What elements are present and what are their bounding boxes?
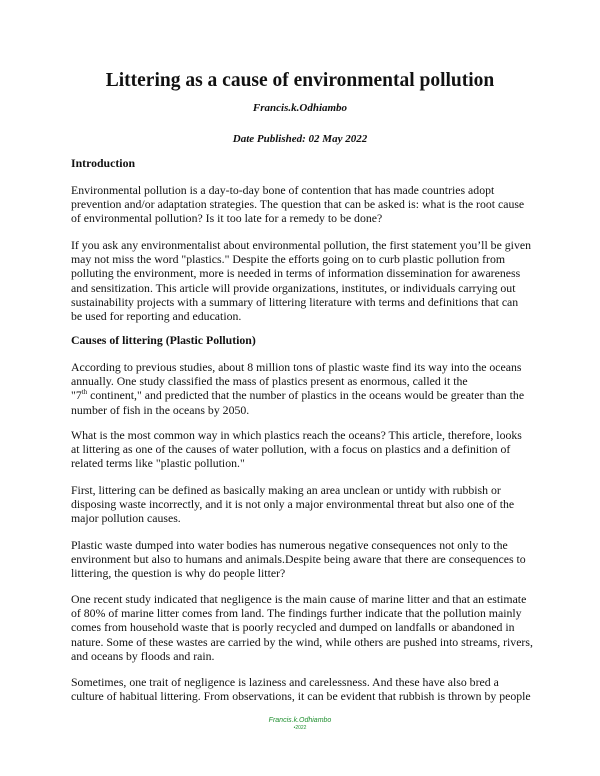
paragraph	[71, 238, 541, 323]
text-line: polluting the environment, more is needed in terms of information dissemination for awareness	[71, 266, 521, 281]
text-line: environment but also to humans and animals.Despite being aware that there are consequences to	[71, 552, 526, 567]
text-line: comes from household waste that is poorly recycled and dumped on landfalls or abandoned in	[71, 620, 515, 635]
text-line: littering, the question is why do people litter?	[71, 566, 286, 581]
text-line: If you ask any environmentalist about environmental pollution, the first statement you’ll be given	[71, 238, 531, 252]
text-line: related terms like "plastic pollution."	[71, 456, 245, 471]
text-line: Environmental pollution is a day-to-day bone of contention that has made countries adopt	[71, 183, 495, 197]
text-line: culture of habitual littering. From observations, it can be evident that rubbish is thrown by people	[71, 689, 531, 704]
text-line: disposing waste incorrectly, and it is not only a major environmental threat but also one of the	[71, 497, 515, 512]
text-fragment: "7	[71, 388, 82, 403]
section-heading-causes: Causes of littering (Plastic Pollution)	[71, 333, 256, 347]
section-heading-introduction: Introduction	[71, 156, 136, 170]
paragraph	[71, 483, 541, 526]
text-line: and oceans by floods and rain.	[71, 648, 215, 663]
text-line: According to previous studies, about 8 million tons of plastic waste find its way into the oceans	[71, 360, 522, 374]
text-line: nature. Some of these wastes are carried by the wind, while others are pushed into streams, rivers,	[71, 634, 533, 649]
document-title: Littering as a cause of environmental pollution	[105, 70, 495, 91]
text-line: prevention and/or adaptation strategies. The question that can be asked is: what is the root cause	[71, 197, 525, 212]
text-line: Plastic waste dumped into water bodies has numerous negative consequences not only to the	[71, 538, 508, 552]
text-line: First, littering can be defined as basically making an area unclean or untidy with rubbish or	[71, 483, 501, 497]
text-line: annually. One study classified the mass of plastics present as enormous, called it the	[71, 374, 468, 389]
text-line: of environmental pollution? Is it too late for a remedy to be done?	[71, 211, 383, 226]
text-line: may not miss the word "plastics." Despite the efforts going on to curb plastic pollution from	[71, 252, 506, 267]
paragraph	[71, 592, 541, 663]
paragraph	[71, 428, 541, 471]
paragraph	[71, 538, 541, 581]
text-line-with-superscript	[71, 388, 541, 402]
text-line: be used for reporting and education.	[71, 309, 242, 324]
paragraph	[71, 360, 541, 417]
superscript: th	[81, 388, 88, 397]
text-fragment: continent," and predicted that the number of plastics in the oceans would be greater than the	[87, 388, 525, 403]
text-line: What is the most common way in which plastics reach the oceans? This article, therefore, looks	[71, 428, 522, 442]
date-published: Date Published: 02 May 2022	[232, 133, 368, 145]
text-line: of 80% of marine litter comes from land. The findings further indicate that the pollution mainly	[71, 606, 522, 621]
footer-logo-name: Francis.k.Odhiambo	[268, 717, 332, 724]
text-line: sustainability projects with a summary of littering literature with terms and definitions that can	[71, 294, 519, 309]
text-line: number of fish in the oceans by 2050.	[71, 402, 250, 417]
paragraph	[71, 675, 541, 703]
text-line: major pollution causes.	[71, 511, 181, 526]
paragraph	[71, 183, 541, 226]
text-line: One recent study indicated that negligence is the main cause of marine litter and that an estimate	[71, 592, 527, 606]
footer-logo	[0, 716, 600, 732]
author-name: Francis.k.Odhiambo	[252, 102, 348, 114]
text-line: and sensitization. This article will provide organizations, institutes, or individuals carrying out	[71, 280, 516, 295]
text-line: Sometimes, one trait of negligence is laziness and carelessness. And these have also bred a	[71, 675, 499, 689]
text-line: at littering as one of the causes of water pollution, with a focus on plastics and a definition of	[71, 442, 511, 457]
footer-logo-year: •2022	[293, 725, 307, 731]
